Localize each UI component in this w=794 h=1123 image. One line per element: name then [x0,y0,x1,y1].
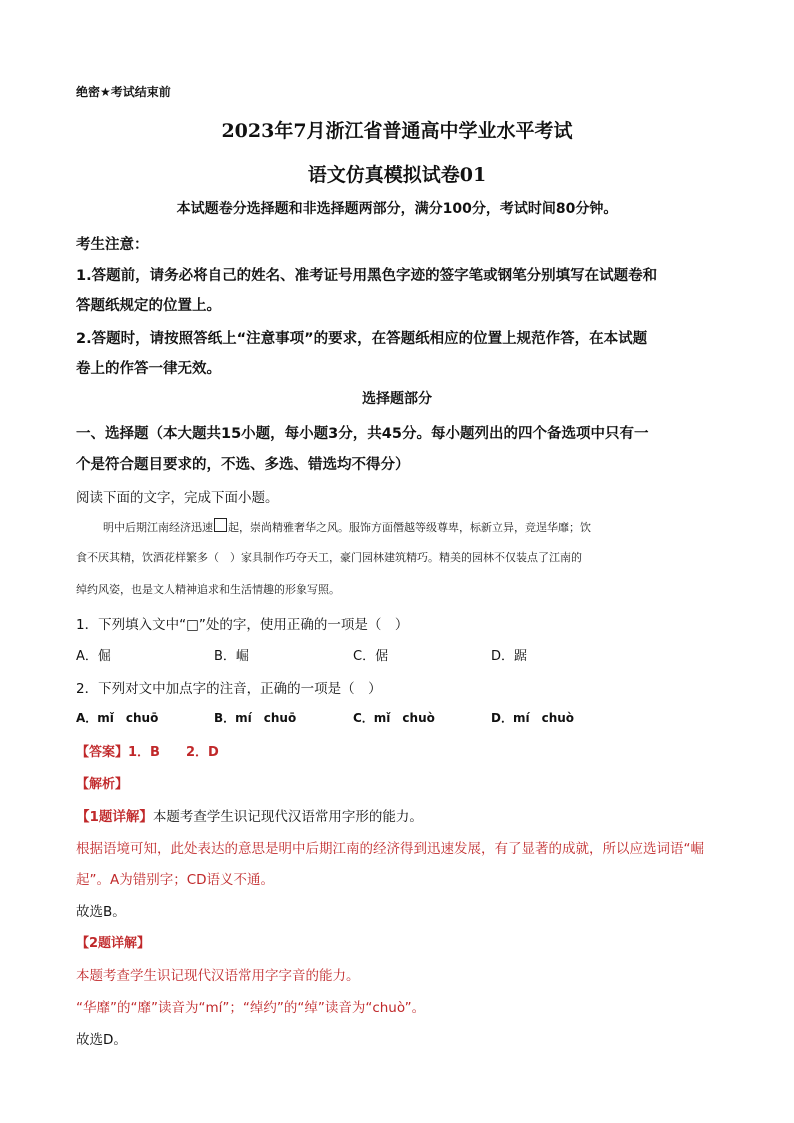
analysis-label: 【解析】 [76,777,129,792]
exam-subtitle: 语文仿真模拟试卷01 [307,164,487,186]
exam-title: 2023年7月浙江省普通高中学业水平考试 [221,120,573,142]
detail-1-label: 【1题详解】 [76,809,153,825]
notice-item-1-line-1: 1.答题前，请务必将自己的姓名、准考证号用黑色字迹的签字笔或钢笔分别填写在试题卷和 [76,268,658,284]
reading-instruction: 阅读下面的文字，完成下面小题。 [76,490,279,506]
q1-option-c: C．倨 [353,649,389,664]
q1-option-d: D．踞 [491,649,528,664]
detail-2-text: 本题考查学生识记现代汉语常用字字音的能力。 [76,968,360,984]
q2-option-d: D．mí chuò [491,711,575,725]
secret-label: 绝密★考试结束前 [76,85,171,99]
detail-1-body-line-2: 起”。A为错别字；CD语义不通。 [76,872,275,888]
notice-item-2-line-1: 2.答题时，请按照答纸上“注意事项”的要求，在答题纸相应的位置上规范作答，在本试题 [76,331,648,347]
detail-1-text: 本题考查学生识记现代汉语常用字形的能力。 [152,809,423,825]
passage-line-1 [103,518,591,535]
q1-option-b: B．崛 [214,649,249,664]
passage-line-1-b: 起，崇尚精雅奢华之风。服饰方面僭越等级尊卑，标新立异，竞逞华靡；饮 [228,521,591,534]
notice-item-2-line-2: 卷上的作答一律无效。 [76,361,221,377]
detail-1-conclusion: 故选B。 [76,904,126,920]
notice-item-1-line-2: 答题纸规定的位置上。 [76,298,221,314]
part1-heading-line-2: 个是符合题目要求的，不选、多选、错选均不得分） [76,457,410,473]
detail-2-body: “华靡”的“靡”读音为“mí”；“绰约”的“绰”读音为“chuò”。 [76,1000,426,1016]
detail-1-body-line-1: 根据语境可知，此处表达的意思是明中后期江南的经济得到迅速发展，有了显著的成就，所以应选词语“崛 [76,841,704,857]
passage-line-2: 食不厌其精，饮酒花样繁多（ ）家具制作巧夺天工，豪门园林建筑精巧。精美的园林不仅装点了江南的 [76,551,582,564]
detail-2-conclusion: 故选D。 [76,1032,127,1048]
q2-option-a: A．mǐ chuō [76,711,159,725]
answer-label: 【答案】1．B 2．D [76,745,219,760]
q2-option-b: B．mí chuō [214,711,297,725]
passage-line-1-a: 明中后期江南经济迅速 [103,521,213,534]
q1-stem: 1．下列填入文中“□”处的字，使用正确的一项是（ ） [76,617,409,633]
section-title: 选择题部分 [362,391,432,407]
detail-2-label: 【2题详解】 [76,936,151,951]
part1-heading-line-1: 一、选择题（本大题共15小题，每小题3分，共45分。每小题列出的四个备选项中只有一 [76,426,649,442]
q1-option-a: A．倔 [76,649,111,664]
q2-option-c: C．mǐ chuò [353,711,435,725]
notice-heading: 考生注意： [76,237,149,253]
blank-box-icon [214,518,227,532]
q2-stem: 2．下列对文中加点字的注音，正确的一项是（ ） [76,681,382,697]
passage-line-3: 绰约风姿，也是文人精神追求和生活情趣的形象写照。 [76,583,340,596]
detail-1-line [76,805,423,825]
exam-intro: 本试题卷分选择题和非选择题两部分，满分100分，考试时间80分钟。 [176,201,618,217]
